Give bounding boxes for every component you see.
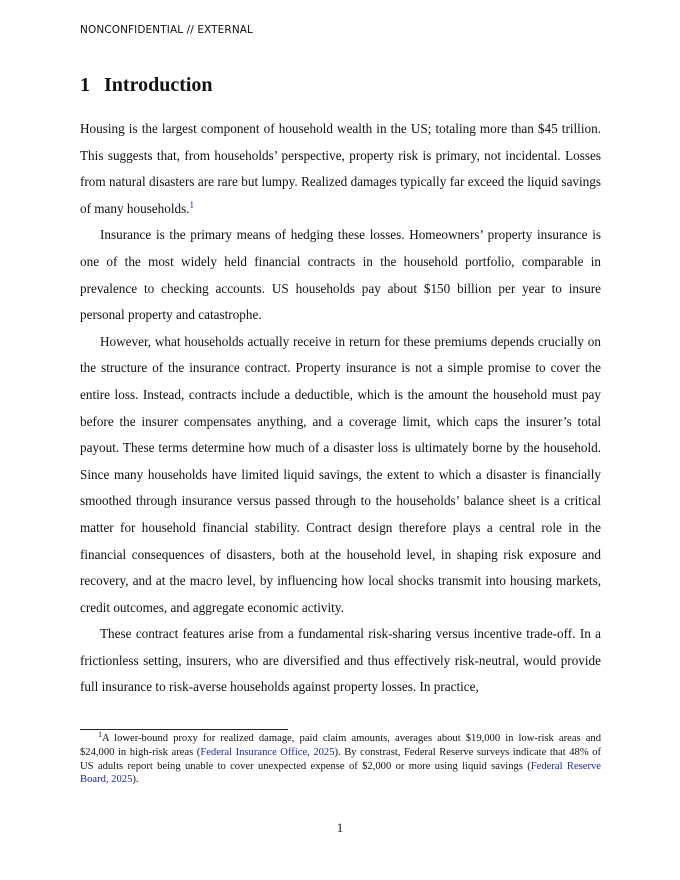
paragraph-4: These contract features arise from a fundamental risk-sharing versus incentive trade-off. In a frictionless setting, insurers, who are diversified and thus effectively risk-neutral, would provide full insurance to risk-averse households against property losses. In practice, [80, 626, 601, 695]
citation-federal-reserve-board[interactable]: Federal Reserve Board, 2025 [80, 760, 601, 786]
body-text [80, 116, 601, 701]
footnote-rule [80, 729, 288, 730]
paragraph-3: However, what households actually receive in return for these premiums depends crucially on the structure of the insurance contract. Property insurance is not a simple promise to cover the entire loss. Instead, contracts include a deductible, which is the amount the household must pay before the insurer compensates anything, and a coverage limit, which caps the insurer’s total payout. These terms determine how much of a disaster loss is ultimately borne by the household. Since many households have limited liquid savings, the extent to which a disaster is financially smoothed through insurance versus passed through to the households’ balance sheet is a critical matter for household financial stability. Contract design therefore plays a central role in the financial consequences of disasters, both at the household level, in shaping risk exposure and recovery, and at the macro level, by influencing how local shocks transmit into housing markets, credit outcomes, and aggregate economic activity. [80, 333, 601, 615]
paragraph-2: Insurance is the primary means of hedging these losses. Homeowners’ property insurance is one of the most widely held financial contracts in the household portfolio, comparable in prevalence to checking accounts. US households pay about $150 billion per year to insure personal property and catastrophe. [80, 227, 601, 323]
footnote-1-link[interactable]: 1 [189, 199, 195, 210]
paragraph-1-text: Housing is the largest component of household wealth in the US; totaling more than $45 trillion. This suggests that, from households’ perspective, property risk is primary, not incidental. Losses from natural disasters are rare but lumpy. Realized damages typically far exceed the liquid savings of many households. [80, 121, 601, 216]
footnote-text-part-1: A lower-bound proxy for realized damage, paid claim amounts, averages about $19,000 in low-risk areas and $24,000 in high-risk areas ( [80, 733, 601, 758]
footnote-1 [80, 732, 601, 787]
paragraph-1 [80, 116, 601, 222]
citation-federal-insurance-office[interactable]: Federal Insurance Office, 2025 [200, 746, 335, 758]
section-title: Introduction [104, 74, 213, 96]
footnote-1-mark: 1 [98, 730, 102, 739]
footnote-text-part-2: ). By constrast, Federal Reserve surveys indicate that 48% of US adults report being unable to cover unexpected expense of $2,000 or more using liquid savings ( [80, 746, 601, 772]
confidentiality-header: NONCONFIDENTIAL // EXTERNAL [80, 24, 254, 36]
page-number: 1 [336, 821, 344, 835]
section-number: 1 [80, 74, 90, 96]
section-heading [80, 74, 213, 97]
footnote-text-part-3: ). [132, 774, 139, 786]
